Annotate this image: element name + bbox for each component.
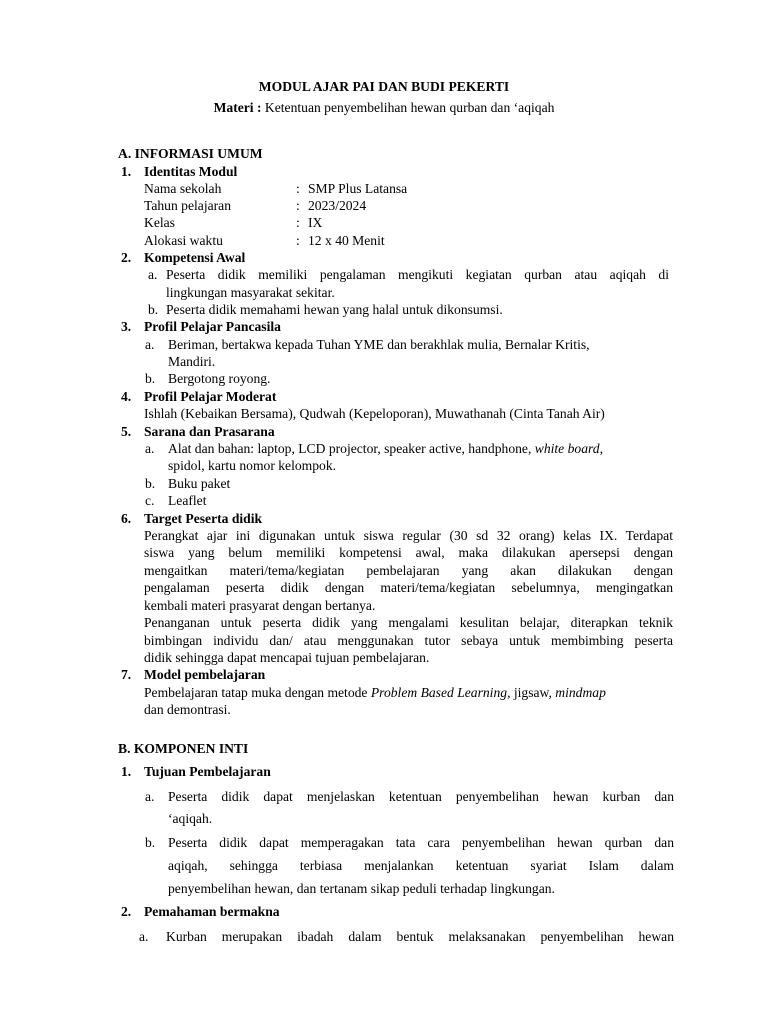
target-paragraph-line: bimbingan individu dan/ atau menggunakan tutor sebaya untuk membimbing peserta <box>144 633 673 648</box>
list-marker: a. <box>145 337 155 352</box>
model-method-italic: Problem Based Learning <box>370 685 508 700</box>
identitas-title: Identitas Modul <box>144 164 238 179</box>
item-number: 2. <box>121 904 132 919</box>
section-b-heading: B. KOMPONEN INTI <box>118 741 249 756</box>
target-paragraph-line: mengaitkan materi/tema/kegiatan pembelajaran yang akan dilakukan dengan <box>144 563 673 578</box>
target-paragraph-line: Penanganan untuk peserta didik yang mengalami kesulitan belajar, diterapkan teknik <box>144 615 673 630</box>
list-marker: b. <box>145 476 156 491</box>
model-line <box>144 684 606 701</box>
target-title: Target Peserta didik <box>144 511 263 526</box>
kompetensi-b-line: Peserta didik memahami hewan yang halal untuk dikonsumsi. <box>166 302 503 317</box>
identitas-value: SMP Plus Latansa <box>308 181 408 196</box>
model-text: , jigsaw, <box>507 685 552 700</box>
materi-label: Materi : <box>213 100 262 115</box>
document-title: MODUL AJAR PAI DAN BUDI PEKERTI <box>258 79 510 94</box>
tujuan-a-line: ‘aqiqah. <box>168 811 213 826</box>
item-number: 4. <box>121 389 132 404</box>
kompetensi-a-line: lingkungan masyarakat sekitar. <box>166 285 335 300</box>
profil-pancasila-a-line: Beriman, bertakwa kepada Tuhan YME dan berakhlak mulia, Bernalar Kritis, <box>168 337 590 352</box>
list-marker: a. <box>139 929 149 944</box>
identitas-value: IX <box>308 215 323 230</box>
pemahaman-a-line: Kurban merupakan ibadah dalam bentuk melaksanakan penyembelihan hewan <box>166 929 674 944</box>
list-marker: a. <box>148 267 158 282</box>
sarana-a-italic: white board <box>534 441 600 456</box>
profil-moderat-title: Profil Pelajar Moderat <box>144 389 277 404</box>
sarana-a-line: spidol, kartu nomor kelompok. <box>168 458 337 473</box>
section-a-heading: A. INFORMASI UMUM <box>118 146 263 161</box>
item-number: 3. <box>121 319 132 334</box>
profil-pancasila-b-line: Bergotong royong. <box>168 371 271 386</box>
kompetensi-a-line: Peserta didik memiliki pengalaman mengikuti kegiatan qurban atau aqiqah di <box>166 267 669 282</box>
identitas-colon: : <box>296 233 300 248</box>
identitas-label: Tahun pelajaran <box>144 198 231 213</box>
item-number: 2. <box>121 250 132 265</box>
tujuan-b-line: penyembelihan hewan, dan tertanam sikap peduli terhadap lingkungan. <box>168 881 555 896</box>
target-paragraph-line: siswa yang belum memiliki kompetensi awal, maka dilakukan apersepsi dengan <box>144 545 673 560</box>
model-title: Model pembelajaran <box>144 667 266 682</box>
item-number: 1. <box>121 164 132 179</box>
profil-pancasila-title: Profil Pelajar Pancasila <box>144 319 281 334</box>
identitas-value: 2023/2024 <box>308 198 367 213</box>
materi-text: Ketentuan penyembelihan hewan qurban dan ‘aqiqah <box>264 100 555 115</box>
sarana-a-comma: , <box>599 441 603 456</box>
tujuan-b-line: aqiqah, sehingga terbiasa menjalankan ketentuan syariat Islam dalam <box>168 858 674 873</box>
target-paragraph-line: pengalaman peserta didik dengan materi/tema/kegiatan sebelumnya, mengingatkan <box>144 580 673 595</box>
target-paragraph-line: kembali materi prasyarat dengan bertanya. <box>144 598 376 613</box>
model-mindmap-italic: mindmap <box>555 685 606 700</box>
item-number: 7. <box>121 667 132 682</box>
identitas-label: Nama sekolah <box>144 181 222 196</box>
list-marker: c. <box>145 493 155 508</box>
list-marker: a. <box>145 441 155 456</box>
sarana-c-line: Leaflet <box>168 493 207 508</box>
identitas-label: Alokasi waktu <box>144 233 223 248</box>
identitas-value: 12 x 40 Menit <box>308 233 385 248</box>
tujuan-b-line: Peserta didik dapat memperagakan tata cara penyembelihan hewan qurban dan <box>168 835 674 850</box>
sarana-b-line: Buku paket <box>168 476 231 491</box>
tujuan-title: Tujuan Pembelajaran <box>144 764 271 779</box>
materi-line <box>0 99 768 117</box>
item-number: 1. <box>121 764 132 779</box>
target-paragraph-line: didik sehingga dapat mencapai tujuan pembelajaran. <box>144 650 430 665</box>
sarana-a-line <box>168 440 603 457</box>
identitas-colon: : <box>296 181 300 196</box>
sarana-a-text: Alat dan bahan: laptop, LCD projector, speaker active, handphone, <box>168 441 532 456</box>
list-marker: a. <box>145 789 155 804</box>
list-marker: b. <box>145 835 156 850</box>
kompetensi-title: Kompetensi Awal <box>144 250 246 265</box>
identitas-colon: : <box>296 215 300 230</box>
tujuan-a-line: Peserta didik dapat menjelaskan ketentuan penyembelihan hewan kurban dan <box>168 789 674 804</box>
item-number: 6. <box>121 511 132 526</box>
identitas-colon: : <box>296 198 300 213</box>
sarana-title: Sarana dan Prasarana <box>144 424 275 439</box>
pemahaman-title: Pemahaman bermakna <box>144 904 280 919</box>
list-marker: b. <box>145 371 156 386</box>
profil-pancasila-a-line: Mandiri. <box>168 354 216 369</box>
model-line: dan demontrasi. <box>144 702 231 717</box>
identitas-label: Kelas <box>144 215 175 230</box>
target-paragraph-line: Perangkat ajar ini digunakan untuk siswa regular (30 sd 32 orang) kelas IX. Terdapat <box>144 528 673 543</box>
item-number: 5. <box>121 424 132 439</box>
model-text: Pembelajaran tatap muka dengan metode <box>144 685 368 700</box>
list-marker: b. <box>148 302 159 317</box>
profil-moderat-text: Ishlah (Kebaikan Bersama), Qudwah (Kepeloporan), Muwathanah (Cinta Tanah Air) <box>144 406 605 421</box>
